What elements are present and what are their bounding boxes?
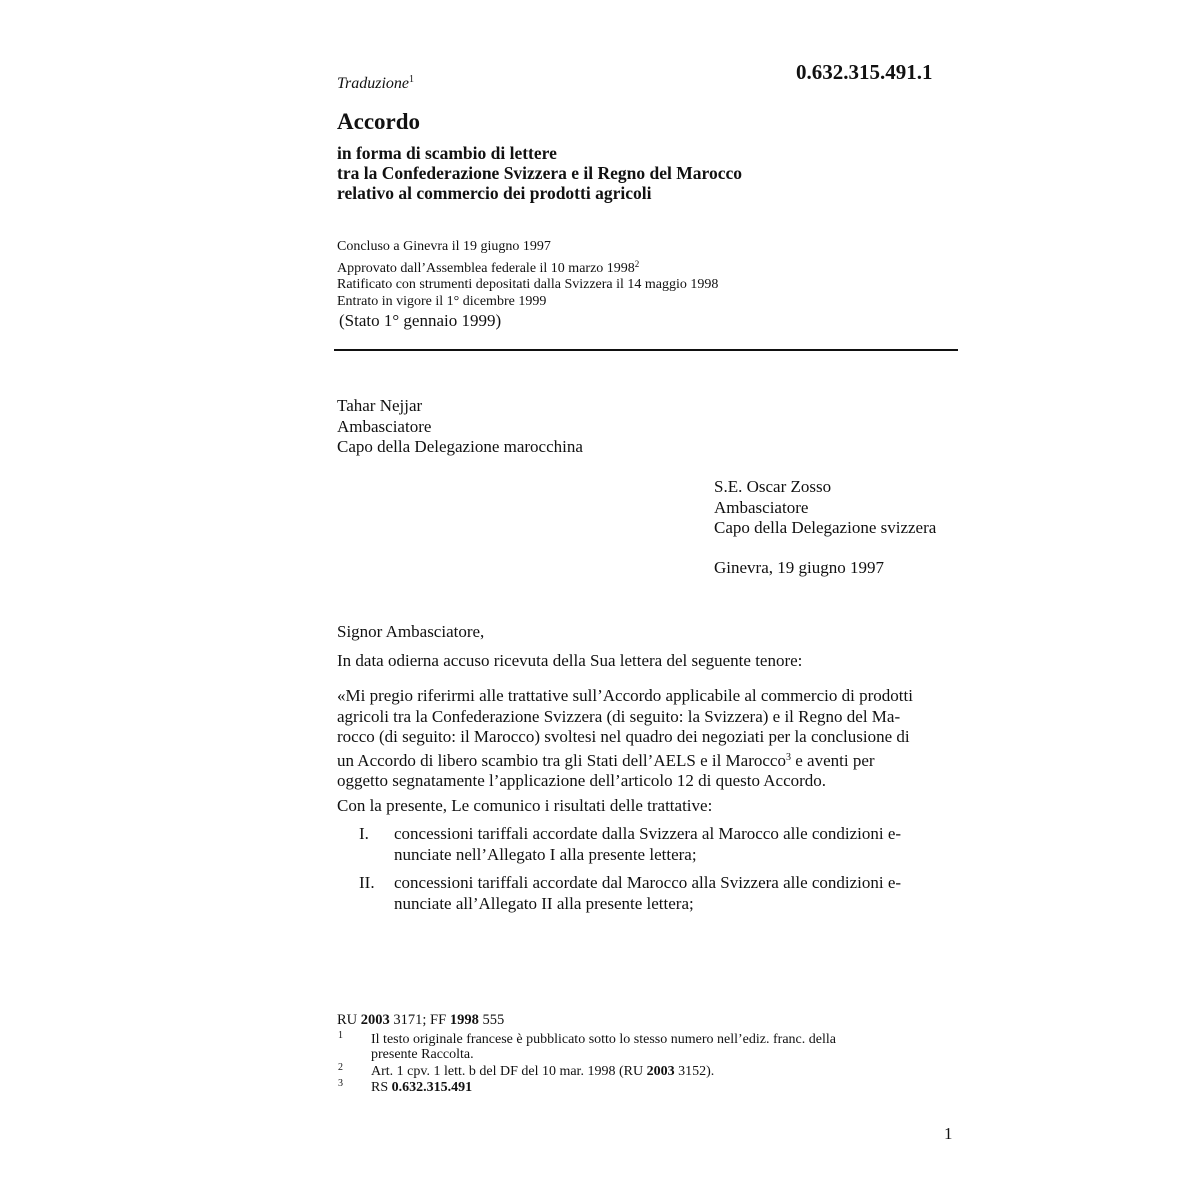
- official-compilation-reference: RU 2003 3171; FF 1998 555: [337, 1012, 505, 1028]
- footnote-ref-2: 2: [634, 258, 640, 269]
- list-item-number: II.: [359, 873, 375, 892]
- footnote-ref-3: 3: [785, 751, 791, 763]
- sender-name: Tahar Nejjar: [337, 396, 423, 415]
- quote-line: «Mi pregio riferirmi alle trattative sull’Accordo applicabile al commercio di prodotti: [337, 686, 913, 705]
- quote-line: oggetto segnatamente l’applicazione dell’articolo 12 di questo Accordo.: [337, 771, 827, 790]
- in-force-date: Entrato in vigore il 1° dicembre 1999: [337, 293, 547, 309]
- document-reference-number: 0.632.315.491.1: [796, 60, 933, 84]
- sender-block: [337, 396, 583, 458]
- recipient-role: Capo della Delegazione svizzera: [714, 518, 937, 537]
- subtitle-line: relativo al commercio dei prodotti agricoli: [337, 183, 652, 203]
- communication-paragraph: Con la presente, Le comunico i risultati delle trattative:: [337, 796, 713, 815]
- concluded-date: Concluso a Ginevra il 19 giugno 1997: [337, 239, 551, 254]
- subtitle-line: tra la Confederazione Svizzera e il Regno del Marocco: [337, 163, 742, 183]
- quote-line: agricoli tra la Confederazione Svizzera (di seguito: la Svizzera) e il Regno del Ma-: [337, 706, 901, 726]
- footnote-number: 3: [338, 1078, 343, 1089]
- ratified-date: Ratificato con strumenti depositati dalla Svizzera il 14 maggio 1998: [337, 277, 719, 292]
- list-item: concessioni tariffali accordate dal Marocco alla Svizzera alle condizioni e- nunciate all’Allegato II alla presente lettera;: [394, 873, 902, 913]
- recipient-block: [714, 477, 936, 539]
- footnote-ref-1: 1: [409, 74, 415, 85]
- intro-paragraph: In data odierna accuso ricevuta della Sua lettera del seguente tenore:: [337, 651, 803, 670]
- sender-role: Capo della Delegazione marocchina: [337, 437, 583, 456]
- header-divider: [334, 349, 958, 351]
- quote-line: un Accordo di libero scambio tra gli Stati dell’AELS e il Marocco$^3$ e aventi per: [337, 750, 875, 770]
- footnote-number: 2: [338, 1062, 343, 1073]
- document-title: Accordo: [337, 109, 421, 134]
- approved-date: Approvato dall’Assemblea federale il 10 marzo 1998$^2$: [337, 258, 640, 276]
- quoted-paragraph: [337, 686, 955, 792]
- sender-title: Ambasciatore: [337, 416, 432, 436]
- list-item-number: I.: [359, 824, 369, 843]
- footnote-number: 1: [338, 1030, 343, 1041]
- quote-line: rocco (di seguito: il Marocco) svoltesi nel quadro dei negoziati per la conclusione di: [337, 727, 910, 746]
- translation-label: Traduzione$^1$: [337, 74, 415, 92]
- recipient-title: Ambasciatore: [714, 497, 809, 517]
- place-and-date: Ginevra, 19 giugno 1997: [714, 558, 884, 577]
- footnote-3: RS 0.632.315.491: [371, 1080, 473, 1095]
- page-number: 1: [944, 1124, 953, 1143]
- footnote-1: Il testo originale francese è pubblicato sotto lo stesso numero nell’ediz. franc. della presente Raccolta.: [371, 1032, 836, 1062]
- document-metadata: [337, 239, 718, 310]
- subtitle-line: in forma di scambio di lettere: [337, 143, 557, 163]
- document-subtitle: [337, 143, 742, 203]
- salutation: Signor Ambasciatore,: [337, 622, 485, 641]
- recipient-name: S.E. Oscar Zosso: [714, 477, 832, 496]
- footnote-2: Art. 1 cpv. 1 lett. b del DF del 10 mar. 1998 (RU 2003 3152).: [371, 1064, 715, 1079]
- list-item: concessioni tariffali accordate dalla Svizzera al Marocco alle condizioni e- nunciate nell’Allegato I alla presente lettera;: [394, 824, 902, 864]
- document-status: (Stato 1° gennaio 1999): [339, 311, 502, 330]
